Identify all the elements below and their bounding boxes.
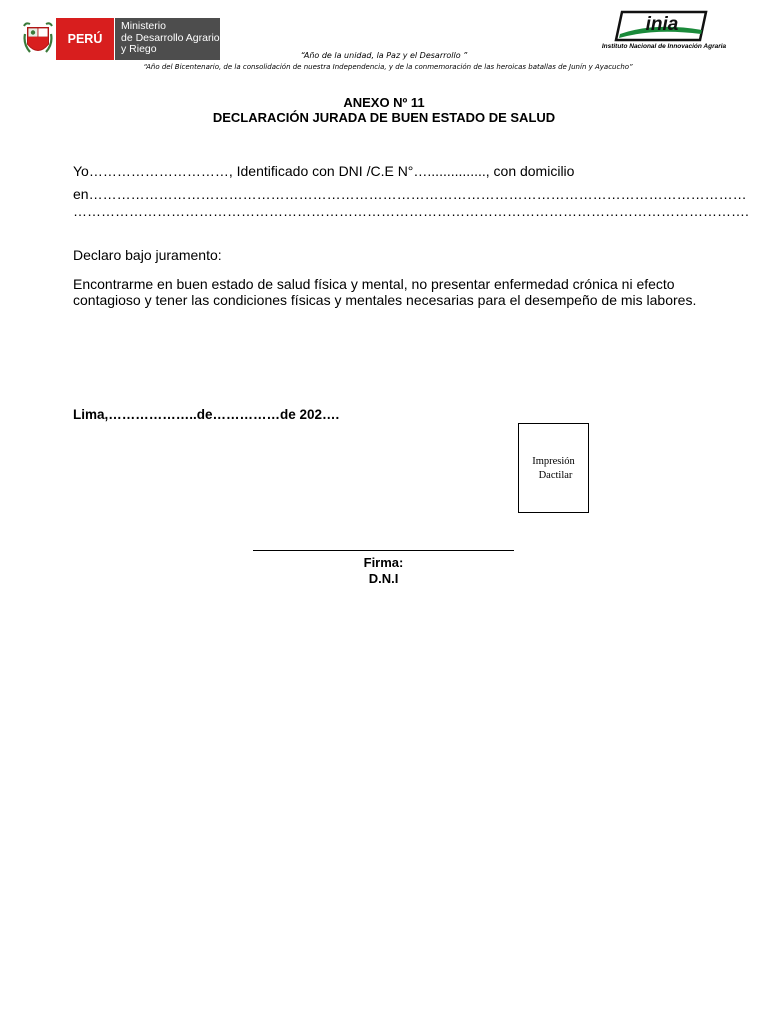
id-label: D.N.I <box>368 571 399 586</box>
fingerprint-label <box>519 455 588 483</box>
health-statement: Encontrarme en buen estado de salud física y mental, no presentar enfermedad crónica ni efecto contagioso y tener las condiciones físicas y mentales necesarias para el desempeño de mis labores. <box>73 276 697 308</box>
inia-wordmark-icon <box>614 10 710 42</box>
fingerprint-label-line-2: Dactilar <box>538 470 573 481</box>
address-continuation-line: ………………………………………………………………………………………………………………………………. <box>73 203 749 219</box>
signature-label: Firma: <box>363 555 404 570</box>
inia-wordmark-text: inia <box>645 14 679 35</box>
address-line: en…………………………………………………………………………………………………………………………… <box>73 186 747 202</box>
oath-heading: Declaro bajo juramento: <box>73 247 222 263</box>
bicentennial-motto: “Año del Bicentenario, de la consolidación de nuestra Independencia, y de la conmemoración de las heroicas batallas de Junín y Ayacucho” <box>143 63 633 71</box>
identity-line: Yo…………………………, Identificado con DNI /C.E N°…..............., con domicilio <box>73 163 575 179</box>
year-motto: “Año de la unidad, la Paz y el Desarrollo ” <box>300 51 468 60</box>
ministry-line-2: de Desarrollo Agrario <box>121 31 220 44</box>
peru-label: PERÚ <box>56 18 114 60</box>
annex-number: ANEXO Nº 11 <box>343 95 425 110</box>
place-date-line: Lima,………………..de……………de 202…. <box>73 407 340 422</box>
signature-line <box>253 550 514 551</box>
ministry-line-1: Ministerio <box>121 20 166 32</box>
fingerprint-box <box>518 423 589 513</box>
fingerprint-label-line-1: Impresión <box>532 456 575 467</box>
ministry-line-3: y Riego <box>121 43 157 55</box>
document-title: DECLARACIÓN JURADA DE BUEN ESTADO DE SALUD <box>212 110 556 125</box>
inia-caption: Instituto Nacional de Innovación Agraria <box>601 43 727 50</box>
